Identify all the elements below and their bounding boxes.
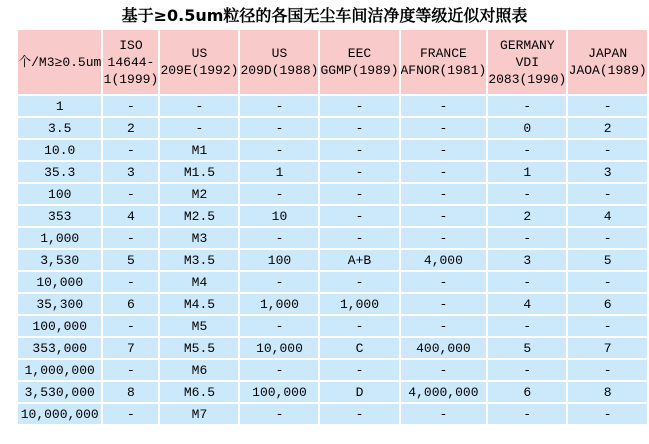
cell: - xyxy=(401,206,487,226)
cell: D xyxy=(320,382,398,402)
cell: 5 xyxy=(103,250,158,270)
cell: - xyxy=(320,316,398,336)
cell: 2 xyxy=(103,118,158,138)
cell: - xyxy=(160,118,238,138)
table-row xyxy=(18,228,647,248)
cell: - xyxy=(240,404,318,424)
cell: 10 xyxy=(240,206,318,226)
cell: M1 xyxy=(160,140,238,160)
cell: - xyxy=(488,360,566,380)
cell: - xyxy=(240,184,318,204)
table-row xyxy=(18,96,647,116)
cell: - xyxy=(568,184,647,204)
column-header-line: JAPAN xyxy=(588,46,628,61)
table-row xyxy=(18,294,647,314)
cell: - xyxy=(401,162,487,182)
table-row xyxy=(18,404,647,424)
column-header-line: US xyxy=(191,46,208,61)
cell: - xyxy=(103,96,158,116)
cell: - xyxy=(240,228,318,248)
column-header xyxy=(568,30,647,94)
column-header-line: AFNOR(1981) xyxy=(400,63,487,78)
column-header xyxy=(488,30,566,94)
cell: - xyxy=(320,96,398,116)
cell: - xyxy=(320,404,398,424)
cell: 4,000 xyxy=(401,250,487,270)
column-header-line: 14644- xyxy=(107,54,155,70)
column-header-line: 个/M3≥0.5um xyxy=(18,54,102,70)
cell: - xyxy=(488,184,566,204)
cell: 10,000 xyxy=(240,338,318,358)
cell: - xyxy=(240,118,318,138)
cell: - xyxy=(103,360,158,380)
cell: - xyxy=(488,404,566,424)
page xyxy=(0,6,649,444)
cell: M6 xyxy=(160,360,238,380)
cell: - xyxy=(240,360,318,380)
header-row xyxy=(18,30,647,94)
column-header xyxy=(160,30,238,94)
cell: - xyxy=(103,316,158,336)
cell: M5.5 xyxy=(160,338,238,358)
cell: M6.5 xyxy=(160,382,238,402)
cell: 7 xyxy=(568,338,647,358)
table-title: 基于≥0.5um粒径的各国无尘车间洁净度等级近似对照表 xyxy=(121,6,528,25)
cell: - xyxy=(103,184,158,204)
cell: - xyxy=(568,316,647,336)
cell: - xyxy=(320,206,398,226)
cell: - xyxy=(401,272,487,292)
cell: 10.0 xyxy=(18,140,101,160)
cell: 1,000 xyxy=(320,294,398,314)
cell: M5 xyxy=(160,316,238,336)
column-header-line: 209D(1988) xyxy=(240,63,319,78)
cell: - xyxy=(401,360,487,380)
cell: A+B xyxy=(320,250,398,270)
cell: 6 xyxy=(488,382,566,402)
cell: - xyxy=(401,184,487,204)
cell: 0 xyxy=(488,118,566,138)
cell: - xyxy=(568,96,647,116)
column-header-line: GERMANY xyxy=(500,37,555,53)
cell: 3 xyxy=(103,162,158,182)
cell: - xyxy=(488,140,566,160)
cell: - xyxy=(320,140,398,160)
cell: - xyxy=(320,272,398,292)
cell: 1,000,000 xyxy=(18,360,101,380)
cell: M3.5 xyxy=(160,250,238,270)
cell: - xyxy=(568,272,647,292)
cell: 100 xyxy=(18,184,101,204)
cell: - xyxy=(401,228,487,248)
cell: - xyxy=(568,360,647,380)
cell: 100,000 xyxy=(240,382,318,402)
column-header-line: EEC xyxy=(347,46,372,61)
column-header-line: US xyxy=(271,46,288,61)
cell: 5 xyxy=(568,250,647,270)
cell: 2 xyxy=(568,118,647,138)
cell: - xyxy=(568,140,647,160)
cell: - xyxy=(240,140,318,160)
cell: - xyxy=(568,404,647,424)
cell: - xyxy=(103,404,158,424)
table-row xyxy=(18,316,647,336)
cell: - xyxy=(488,96,566,116)
cell: 10,000 xyxy=(18,272,101,292)
cell: - xyxy=(320,162,398,182)
cell: - xyxy=(401,118,487,138)
cell: - xyxy=(240,272,318,292)
table-row xyxy=(18,338,647,358)
cell: - xyxy=(401,316,487,336)
column-header xyxy=(18,30,101,94)
cell: 1 xyxy=(488,162,566,182)
cell: M7 xyxy=(160,404,238,424)
cell: M4.5 xyxy=(160,294,238,314)
cell: 8 xyxy=(103,382,158,402)
cell: - xyxy=(568,228,647,248)
cell: - xyxy=(103,272,158,292)
cell: 3,530,000 xyxy=(18,382,101,402)
cell: 4 xyxy=(103,206,158,226)
cell: M1.5 xyxy=(160,162,238,182)
cell: 400,000 xyxy=(401,338,487,358)
cell: - xyxy=(240,96,318,116)
column-header-line: JAOA(1989) xyxy=(568,63,647,78)
cell: 353,000 xyxy=(18,338,101,358)
cell: - xyxy=(401,294,487,314)
cell: 1,000 xyxy=(240,294,318,314)
cell: 3 xyxy=(568,162,647,182)
cell: 6 xyxy=(568,294,647,314)
cell: 4,000,000 xyxy=(401,382,487,402)
cell: 100,000 xyxy=(18,316,101,336)
cell: - xyxy=(401,96,487,116)
cell: M2 xyxy=(160,184,238,204)
cell: - xyxy=(401,140,487,160)
table-row xyxy=(18,360,647,380)
cell: M3 xyxy=(160,228,238,248)
cell: 6 xyxy=(103,294,158,314)
cell: 4 xyxy=(488,294,566,314)
table-row xyxy=(18,184,647,204)
cell: - xyxy=(488,316,566,336)
cell: 353 xyxy=(18,206,101,226)
cell: M2.5 xyxy=(160,206,238,226)
cell: - xyxy=(160,96,238,116)
table-header xyxy=(18,30,647,94)
table-row xyxy=(18,162,647,182)
column-header xyxy=(401,30,487,94)
cell: 3.5 xyxy=(18,118,101,138)
column-header-line: VDI xyxy=(515,54,540,70)
table-row xyxy=(18,140,647,160)
column-header-line: 1(1999) xyxy=(103,71,159,87)
cell: - xyxy=(401,404,487,424)
column-header-line: 2083(1990) xyxy=(488,71,567,87)
table-body xyxy=(18,96,647,424)
cell: 35.3 xyxy=(18,162,101,182)
cell: 8 xyxy=(568,382,647,402)
cell: 1,000 xyxy=(18,228,101,248)
column-header-line: FRANCE xyxy=(420,46,467,61)
cell: - xyxy=(320,360,398,380)
table-row xyxy=(18,118,647,138)
column-header xyxy=(240,30,318,94)
table-row xyxy=(18,382,647,402)
cell: 1 xyxy=(18,96,101,116)
table-row xyxy=(18,272,647,292)
cell: 3 xyxy=(488,250,566,270)
cell: - xyxy=(240,316,318,336)
cell: 3,530 xyxy=(18,250,101,270)
cell: - xyxy=(488,272,566,292)
cell: 100 xyxy=(240,250,318,270)
cell: 5 xyxy=(488,338,566,358)
cell: 4 xyxy=(568,206,647,226)
cell: 1 xyxy=(240,162,318,182)
column-header-line: GGMP(1989) xyxy=(320,63,399,78)
cell: - xyxy=(103,228,158,248)
cell: 35,300 xyxy=(18,294,101,314)
column-header-line: 209E(1992) xyxy=(160,63,239,78)
cell: 7 xyxy=(103,338,158,358)
cell: - xyxy=(320,184,398,204)
cell: - xyxy=(488,228,566,248)
cell: 10,000,000 xyxy=(18,404,101,424)
cell: 2 xyxy=(488,206,566,226)
cell: C xyxy=(320,338,398,358)
cell: M4 xyxy=(160,272,238,292)
cell: - xyxy=(320,228,398,248)
comparison-table xyxy=(16,28,649,426)
table-row xyxy=(18,206,647,226)
column-header xyxy=(103,30,158,94)
cell: - xyxy=(103,140,158,160)
cell: - xyxy=(320,118,398,138)
column-header-line: ISO xyxy=(119,37,143,53)
column-header xyxy=(320,30,398,94)
table-row xyxy=(18,250,647,270)
